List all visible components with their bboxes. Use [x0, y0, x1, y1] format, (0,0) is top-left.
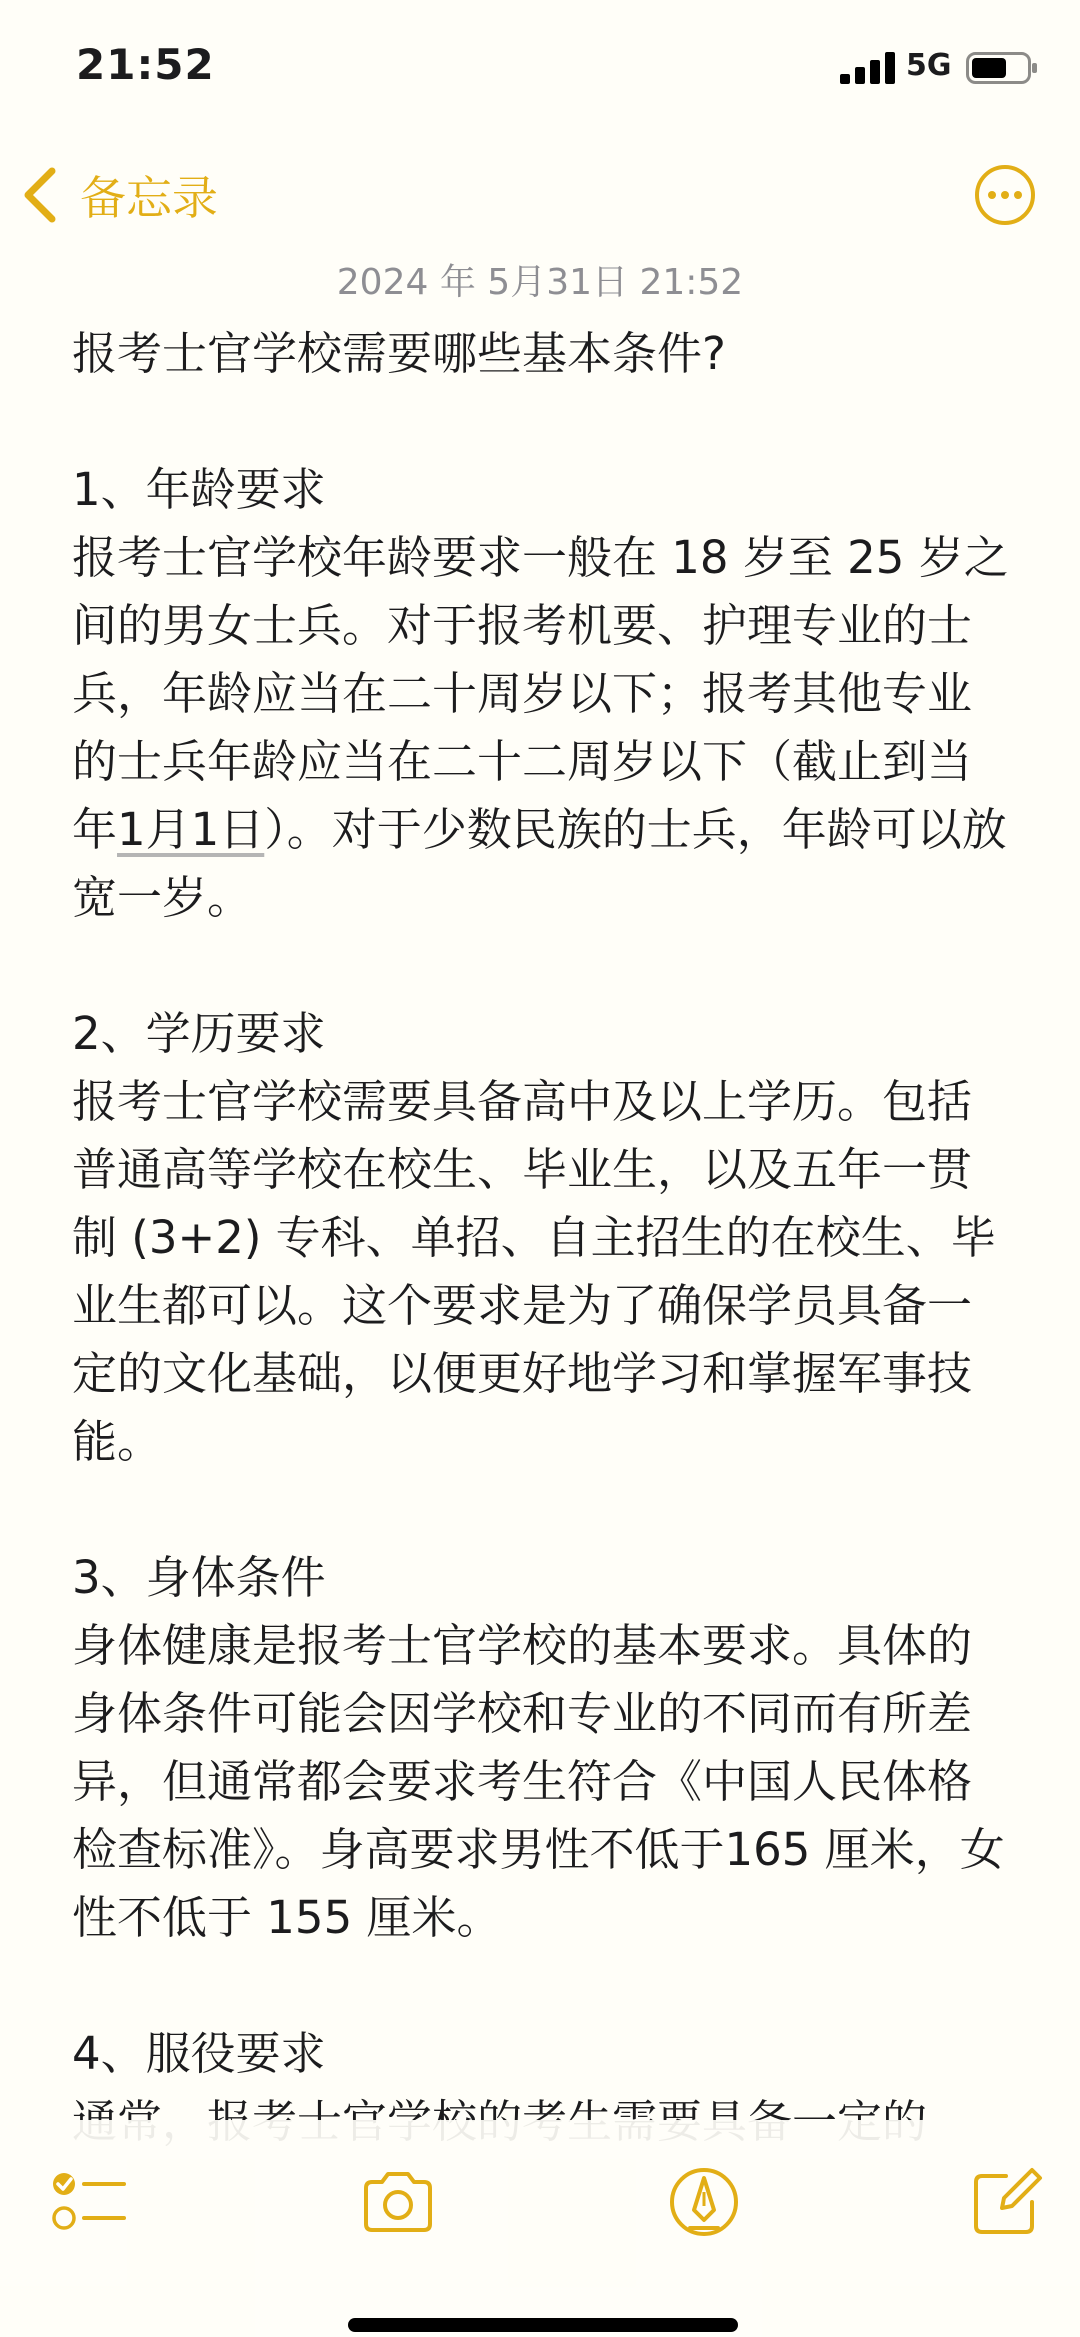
chevron-left-icon: [22, 167, 58, 223]
markup-button[interactable]: [664, 2162, 744, 2242]
bottom-toolbar: [0, 2120, 1080, 2337]
checklist-button[interactable]: [50, 2162, 130, 2242]
cellular-signal-icon: [840, 52, 896, 84]
status-time: 21:52: [76, 40, 215, 89]
section-body-text: 报考士官学校年龄要求一般在 18 岁至 25 岁之间的男女士兵。对于报考机要、护理专业的士兵，年龄应当在二十周岁以下；报考其他专业的士兵年龄应当在二十二周岁以下（截止到当年: [72, 531, 1009, 856]
ellipsis-circle-icon: [974, 164, 1036, 226]
blank-line: [72, 388, 1012, 456]
section-heading: 3、身体条件: [72, 1551, 326, 1604]
battery-icon: [966, 52, 1038, 84]
home-indicator: [348, 2318, 738, 2332]
compose-icon: [966, 2162, 1046, 2242]
blank-line: [72, 932, 1012, 1000]
section-body: 身体健康是报考士官学校的基本要求。具体的身体条件可能会因学校和专业的不同而有所差异，但通常都会要求考生符合《中国人民体格检查标准》。身高要求男性不低于165 厘米，女性不低于 155 厘米。: [72, 1619, 1005, 1944]
note-body[interactable]: [72, 320, 1012, 2120]
blank-line: [72, 1476, 1012, 1544]
note-date: 2024 年 5月31日 21:52: [336, 262, 744, 303]
compose-button[interactable]: [966, 2162, 1046, 2242]
date-link[interactable]: 1月1日: [117, 803, 265, 856]
back-button[interactable]: [22, 160, 218, 230]
navigation-bar: [0, 150, 1080, 240]
back-label: 备忘录: [80, 171, 218, 225]
status-bar: [0, 0, 1080, 130]
note-title: 报考士官学校需要哪些基本条件?: [72, 327, 726, 380]
blank-line: [72, 1952, 1012, 2020]
more-options-button[interactable]: [974, 164, 1036, 226]
camera-icon: [358, 2162, 438, 2242]
section-heading: 2、学历要求: [72, 1007, 326, 1060]
section-body: 报考士官学校需要具备高中及以上学历。包括普通高等学校在校生、毕业生，以及五年一贯制 (3+2) 专科、单招、自主招生的在校生、毕业生都可以。这个要求是为了确保学员具备一定的文化基础，以便更好地学习和掌握军事技能。: [72, 1075, 996, 1468]
camera-button[interactable]: [358, 2162, 438, 2242]
section-heading: 4、服役要求: [72, 2027, 326, 2080]
pen-circle-icon: [664, 2162, 744, 2242]
section-heading: 1、年龄要求: [72, 463, 326, 516]
network-type: 5G: [906, 48, 952, 83]
section-body-text: ）。对于少数民族的士兵，年龄可以放宽一岁。: [72, 803, 1007, 924]
checklist-icon: [50, 2162, 130, 2242]
section-body: [72, 524, 1012, 932]
